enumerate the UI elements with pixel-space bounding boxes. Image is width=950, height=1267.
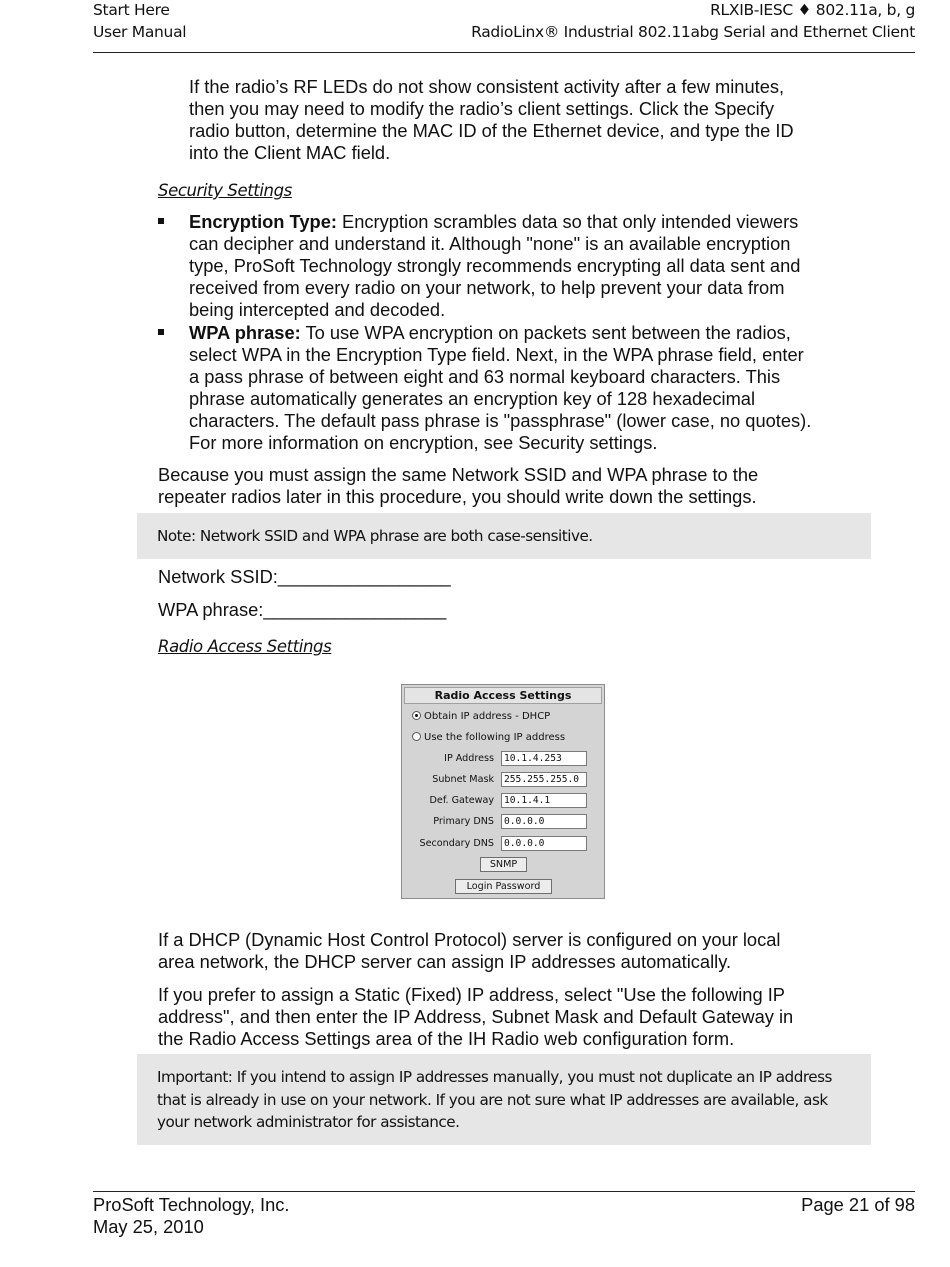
footer-divider <box>93 1191 915 1192</box>
because-line: repeater radios later in this procedure, you should write down the settings. <box>158 486 757 507</box>
intro-line: then you may need to modify the radio’s client settings. Click the Specify <box>189 98 774 119</box>
snmp-button[interactable]: SNMP <box>480 857 527 872</box>
bullet-line: received from every radio on your network, to help prevent your data from <box>189 277 785 298</box>
important-line: your network administrator for assistance. <box>157 1113 460 1131</box>
header-section: Start Here <box>93 1 170 19</box>
bullet-term: WPA phrase: <box>189 322 301 343</box>
secondary-dns-input[interactable]: 0.0.0.0 <box>501 836 587 851</box>
login-password-button[interactable]: Login Password <box>455 879 552 894</box>
bullet-line: Encryption scrambles data so that only intended viewers <box>336 211 799 232</box>
page-header <box>93 0 915 44</box>
dhcp-paragraph <box>158 929 780 973</box>
subnet-mask-label: Subnet Mask <box>432 774 494 785</box>
bullet-line: type, ProSoft Technology strongly recommends encrypting all data sent and <box>189 255 801 276</box>
gateway-row <box>402 793 604 810</box>
footer-page-number: Page 21 of 98 <box>801 1194 915 1215</box>
radio-selected-icon[interactable] <box>412 711 421 720</box>
ip-address-row <box>402 751 604 768</box>
bullet-term: Encryption Type: <box>189 211 337 232</box>
panel-title: Radio Access Settings <box>404 687 602 704</box>
important-line: Important: If you intend to assign IP addresses manually, you must not duplicate an IP address <box>157 1068 832 1086</box>
bullet-line: being intercepted and decoded. <box>189 299 446 320</box>
dhcp-option[interactable] <box>412 711 550 722</box>
static-line: If you prefer to assign a Static (Fixed) IP address, select "Use the following IP <box>158 984 785 1005</box>
static-ip-option[interactable] <box>412 732 565 743</box>
note-text: Note: Network SSID and WPA phrase are both case-sensitive. <box>157 527 593 545</box>
bullet-line: For more information on encryption, see Security settings. <box>189 432 658 453</box>
page-footer <box>93 1194 915 1238</box>
subnet-mask-row <box>402 772 604 789</box>
secondary-dns-row <box>402 836 604 853</box>
subnet-mask-input[interactable]: 255.255.255.0 <box>501 772 587 787</box>
dhcp-line: If a DHCP (Dynamic Host Control Protocol) server is configured on your local <box>158 929 781 950</box>
dhcp-option-label: Obtain IP address - DHCP <box>424 711 551 722</box>
bullet-square-icon <box>158 218 164 224</box>
static-option-label: Use the following IP address <box>424 732 566 743</box>
important-text <box>157 1066 847 1134</box>
bullet-square-icon <box>158 329 164 335</box>
bullet-line: select WPA in the Encryption Type field. Next, in the WPA phrase field, enter <box>189 344 804 365</box>
important-line: that is already in use on your network. If you are not sure what IP addresses are available, ask <box>157 1090 828 1109</box>
bullet-line: phrase automatically generates an encryption key of 128 hexadecimal <box>189 388 756 409</box>
important-box <box>137 1054 871 1145</box>
bullet-line: characters. The default pass phrase is "passphrase" (lower case, no quotes). <box>189 410 812 431</box>
primary-dns-input[interactable]: 0.0.0.0 <box>501 814 587 829</box>
static-ip-paragraph <box>158 984 793 1050</box>
secondary-dns-label: Secondary DNS <box>419 838 494 849</box>
network-ssid-line: Network SSID:_________________ <box>158 566 451 587</box>
note-box <box>137 513 871 559</box>
header-doc-type: User Manual <box>93 23 187 41</box>
header-product-name: RadioLinx® Industrial 802.11abg Serial and Ethernet Client <box>471 23 915 41</box>
gateway-input[interactable]: 10.1.4.1 <box>501 793 587 808</box>
radio-access-heading: Radio Access Settings <box>158 637 332 656</box>
radio-access-settings-panel <box>401 684 605 899</box>
ip-address-label: IP Address <box>444 753 494 764</box>
primary-dns-label: Primary DNS <box>433 816 494 827</box>
security-settings-heading: Security Settings <box>158 181 292 200</box>
radio-unselected-icon[interactable] <box>412 732 421 741</box>
intro-line: radio button, determine the MAC ID of the Ethernet device, and type the ID <box>189 120 794 141</box>
wpa-phrase-line: WPA phrase:__________________ <box>158 599 447 620</box>
bullet-line: a pass phrase of between eight and 63 normal keyboard characters. This <box>189 366 781 387</box>
ip-address-input[interactable]: 10.1.4.253 <box>501 751 587 766</box>
bullet-line: can decipher and understand it. Although "none" is an available encryption <box>189 233 791 254</box>
footer-company: ProSoft Technology, Inc. <box>93 1194 290 1215</box>
static-line: address", and then enter the IP Address, Subnet Mask and Default Gateway in <box>158 1006 794 1027</box>
intro-line: If the radio’s RF LEDs do not show consistent activity after a few minutes, <box>189 76 785 97</box>
because-paragraph <box>158 464 758 508</box>
gateway-label: Def. Gateway <box>429 795 494 806</box>
intro-line: into the Client MAC field. <box>189 142 391 163</box>
static-line: the Radio Access Settings area of the IH Radio web configuration form. <box>158 1028 735 1049</box>
because-line: Because you must assign the same Network SSID and WPA phrase to the <box>158 464 759 485</box>
header-product: RLXIB-IESC ♦ 802.11a, b, g <box>710 1 915 19</box>
header-divider <box>93 52 915 53</box>
intro-paragraph <box>189 76 794 164</box>
bullet-line: To use WPA encryption on packets sent between the radios, <box>300 322 791 343</box>
primary-dns-row <box>402 814 604 831</box>
footer-date: May 25, 2010 <box>93 1216 204 1237</box>
dhcp-line: area network, the DHCP server can assign IP addresses automatically. <box>158 951 732 972</box>
